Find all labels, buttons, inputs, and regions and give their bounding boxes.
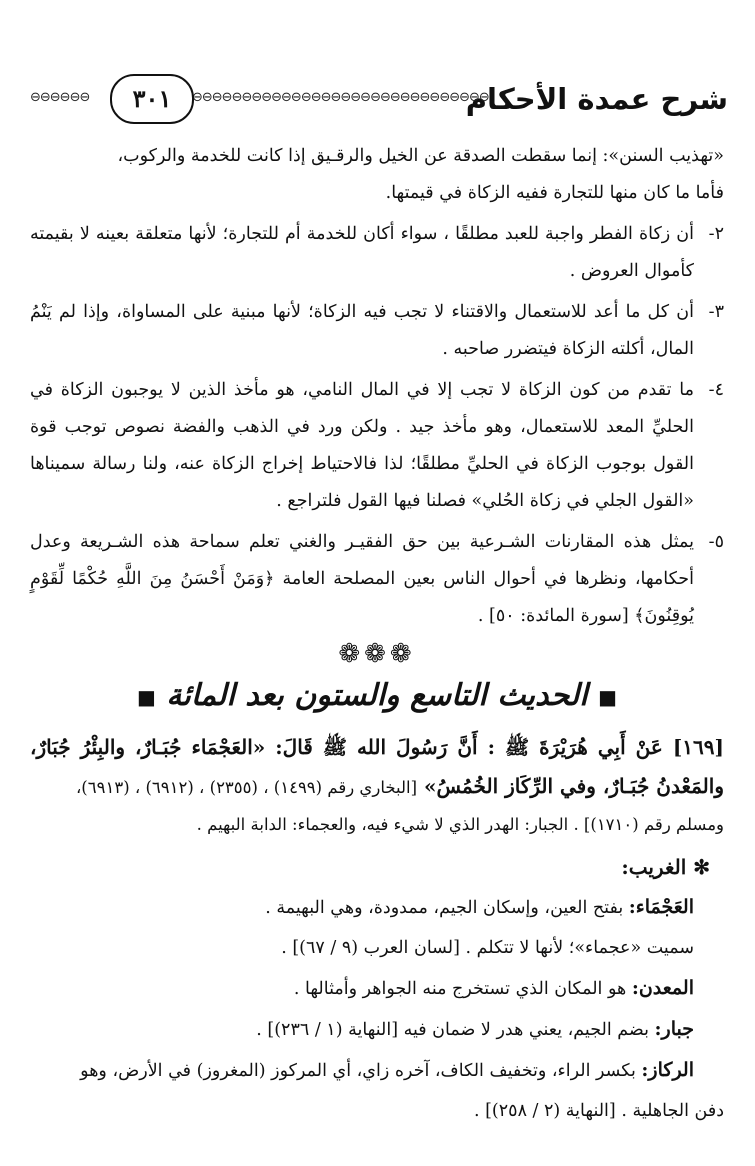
definition-term: المعدن: xyxy=(631,977,694,999)
intro-line-1: «تهذيب السنن»: إنما سقطت الصدقة عن الخيل والرقـيق إذا كانت للخدمة والركوب، xyxy=(117,146,724,166)
definition-continuation: دفن الجاهلية . [النهاية (٢ / ٢٥٨)] . xyxy=(473,1101,724,1121)
page-header xyxy=(28,68,728,128)
list-item xyxy=(30,524,724,635)
gharib-heading: ✻ الغريب: xyxy=(621,855,710,879)
book-title: شرح عمدة الأحكام xyxy=(465,82,728,116)
definition-entry xyxy=(30,887,694,928)
header-ornament-short: ⊖⊖⊖⊖⊖⊖ xyxy=(30,90,90,104)
item-number: ٢- xyxy=(708,224,724,244)
page-number: ٣٠١ xyxy=(110,74,194,124)
definition-entry xyxy=(30,1050,694,1091)
section-title xyxy=(30,671,724,722)
definition-text: سميت «عجماء»؛ لأنها لا تتكلم . [لسان العرب (٩ / ٦٧)] . xyxy=(281,938,694,958)
page-content xyxy=(30,138,724,1131)
hadith-body: عَنْ أَبِي هُرَيْرَةَ ﷺ : أَنَّ رَسُولَ الله ﷺ قَالَ: «العَجْمَاء جُبَـارٌ، والبِئْرُ جُبَارٌ، والمَعْدنُ جُبَـارٌ، وفي الرِّكَاز الخُمُسُ» xyxy=(30,735,724,798)
definition-entry xyxy=(30,928,694,968)
list-item xyxy=(30,294,724,368)
item-number: ٥- xyxy=(708,532,724,552)
hadith-text xyxy=(30,728,724,807)
header-ornament-long: ⊖⊖⊖⊖⊖⊖⊖⊖⊖⊖⊖⊖⊖⊖⊖⊖⊖⊖⊖⊖⊖⊖⊖⊖⊖⊖⊖⊖⊖⊖ xyxy=(192,90,489,104)
item-text: يمثل هذه المقارنات الشـرعية بين حق الفقيـر والغني تعلم سماحة هذه الشـريعة وعدل أحكامها، ونظرها في أحوال الناس بعين المصلحة العامة ﴿وَمَنْ أَحْسَنُ مِنَ اللَّهِ حُكْمًا لِّقَوْمٍ يُوقِنُونَ﴾ [سورة المائدة: ٥٠] . xyxy=(30,532,694,626)
definition-entry xyxy=(30,968,694,1009)
intro-paragraph xyxy=(30,138,724,212)
item-number: ٣- xyxy=(708,302,724,322)
definition-term: الركاز: xyxy=(641,1059,694,1081)
item-number: ٤- xyxy=(708,380,724,400)
definition-term: جبار: xyxy=(654,1018,694,1040)
definition-entry xyxy=(30,1009,694,1050)
hadith-reference: [البخاري رقم (١٤٩٩) ، (٢٣٥٥) ، (٦٩١٢) ، (٦٩١٣)، xyxy=(75,778,418,797)
definition-text: بضم الجيم، يعني هدر لا ضمان فيه [النهاية (١ / ٢٣٦)] . xyxy=(256,1020,649,1040)
list-item xyxy=(30,216,724,290)
item-text: أن زكاة الفطر واجبة للعبد مطلقًا ، سواء أكان للخدمة أم للتجارة؛ لأنها متعلقة بعينه لا بقيمته كأموال العروض . xyxy=(30,224,694,281)
list-item xyxy=(30,372,724,520)
definition-text: بكسر الراء، وتخفيف الكاف، آخره زاي، أي المركوز (المغروز) في الأرض، وهو xyxy=(80,1061,636,1081)
hadith-reference-tail: ومسلم رقم (١٧١٠)] . الجبار: الهدر الذي لا شيء فيه، والعجماء: الدابة البهيم . xyxy=(196,815,724,834)
hadith-number: [١٦٩] xyxy=(672,735,724,759)
section-title-text: الحديث التاسع والستون بعد المائة xyxy=(166,678,588,713)
item-text: ما تقدم من كون الزكاة لا تجب إلا في المال النامي، هو مأخذ الذين لا يوجبون الزكاة في الحليِّ المعد للاستعمال، وهو مأخذ جيد . ولكن ورد في الذهب والفضة نصوص توجب قوة القول بوجوب الزكاة في الحليِّ مطلقًا؛ لذا فالاحتياط إخراج الزكاة عنه، ولنا رسالة سميناها «القول الجلي في زكاة الحُلي» فصلنا فيها القول فلتراجع . xyxy=(30,380,694,511)
item-text: أن كل ما أعد للاستعمال والاقتناء لا تجب فيه الزكاة؛ لأنها مبنية على المساواة، وإذا لم يَنْمُ المال، أكلته الزكاة فيتضرر صاحبه . xyxy=(30,302,694,359)
intro-line-2: فأما ما كان منها للتجارة ففيه الزكاة في قيمتها. xyxy=(385,183,724,203)
section-divider: ❁❁❁ xyxy=(338,639,416,669)
title-marker-icon: ■ xyxy=(137,685,156,709)
definition-term: العَجْمَاء: xyxy=(628,896,694,918)
definition-text: هو المكان الذي تستخرج منه الجواهر وأمثالها . xyxy=(293,979,627,999)
definition-text: بفتح العين، وإسكان الجيم، ممدودة، وهي البهيمة . xyxy=(265,898,624,918)
title-marker-icon: ■ xyxy=(598,685,617,709)
